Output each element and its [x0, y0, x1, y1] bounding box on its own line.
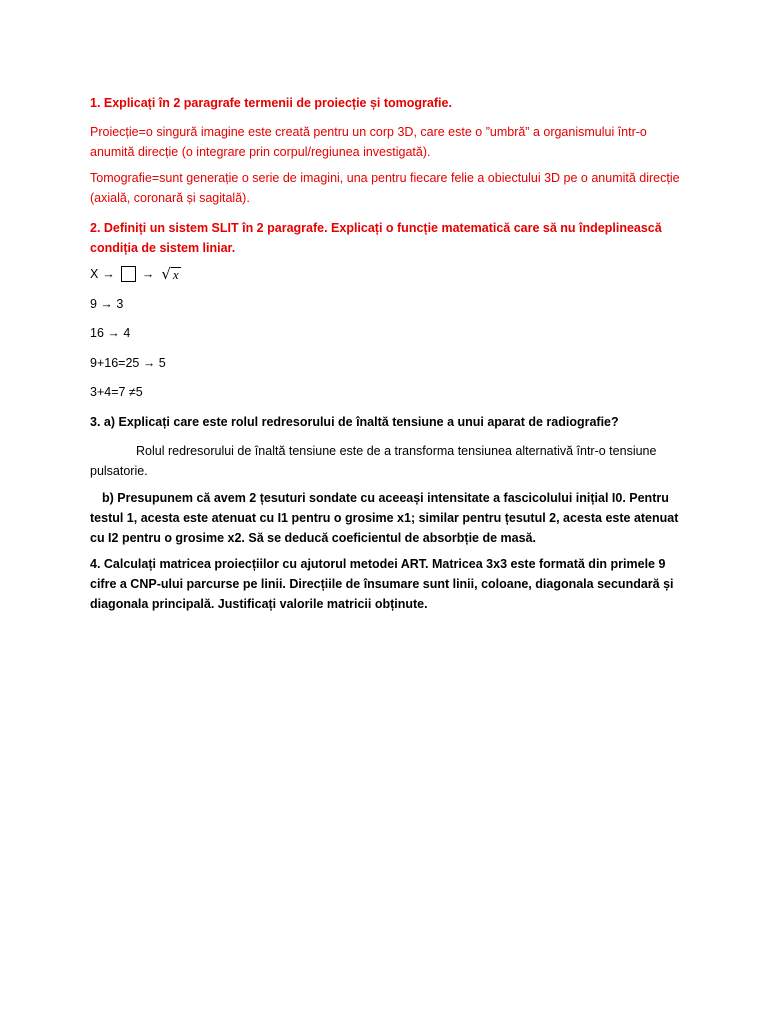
question-4-text: 4. Calculați matricea proiecțiilor cu ajutorul metodei ART. Matricea 3x3 este formată din primele 9 cifre a CNP-ului parcurse pe linii. Direcțiile de însumare sunt linii, coloane, diagonala secundară și diagonala principală. Justificați valorile matricii obținute.	[90, 557, 674, 611]
question-3a-answer: Rolul redresorului de înaltă tensiune este de a transforma tensiunea alternativă într-o tensiune pulsatorie.	[90, 444, 657, 478]
sqrt-expression	[161, 266, 180, 282]
system-input: X	[90, 267, 99, 281]
sqrt-argument: x	[172, 267, 179, 282]
question-3a-title: 3. a) Explicați care este rolul redresorului de înaltă tensiune a unui aparat de radiografie?	[90, 415, 619, 429]
arrow-icon: →	[141, 267, 155, 281]
example-line-1: 9 → 3	[90, 297, 124, 311]
arrow-icon: →	[102, 267, 115, 281]
question-3b-text: b) Presupunem că avem 2 țesuturi sondate cu aceeași intensitate a fascicolului inițial I0. Pentru testul 1, acesta este atenuat cu I1 pentru o grosime x1; similar pentru țesutul 2, acesta este atenuat cu I2 pentru o grosime x2. Să se deducă coeficientul de absorbție de masă.	[90, 491, 679, 545]
question-1-title: 1. Explicați în 2 paragrafe termenii de proiecție și tomografie.	[90, 96, 452, 110]
sqrt-icon: √	[161, 265, 171, 283]
example-line-3: 9+16=25 → 5	[90, 356, 166, 370]
question-1-answer-tomography: Tomografie=sunt generație o serie de imagini, una pentru fiecare felie a obiectului 3D pe o anumită direcție (axială, coronară și sagitală).	[90, 171, 680, 205]
example-line-4: 3+4=7 ≠5	[90, 385, 143, 399]
question-2-title: 2. Definiți un sistem SLIT în 2 paragrafe. Explicați o funcție matematică care să nu îndeplinească condiția de sistem liniar.	[90, 221, 662, 255]
question-1-answer-projection: Proiecție=o singură imagine este creată pentru un corp 3D, care este o ”umbră” a organismului într-o anumită direcție (o integrare prin corpul/regiunea investigată).	[90, 125, 647, 159]
system-diagram	[90, 264, 181, 284]
system-box-icon	[121, 266, 136, 282]
example-line-2: 16 → 4	[90, 326, 131, 340]
